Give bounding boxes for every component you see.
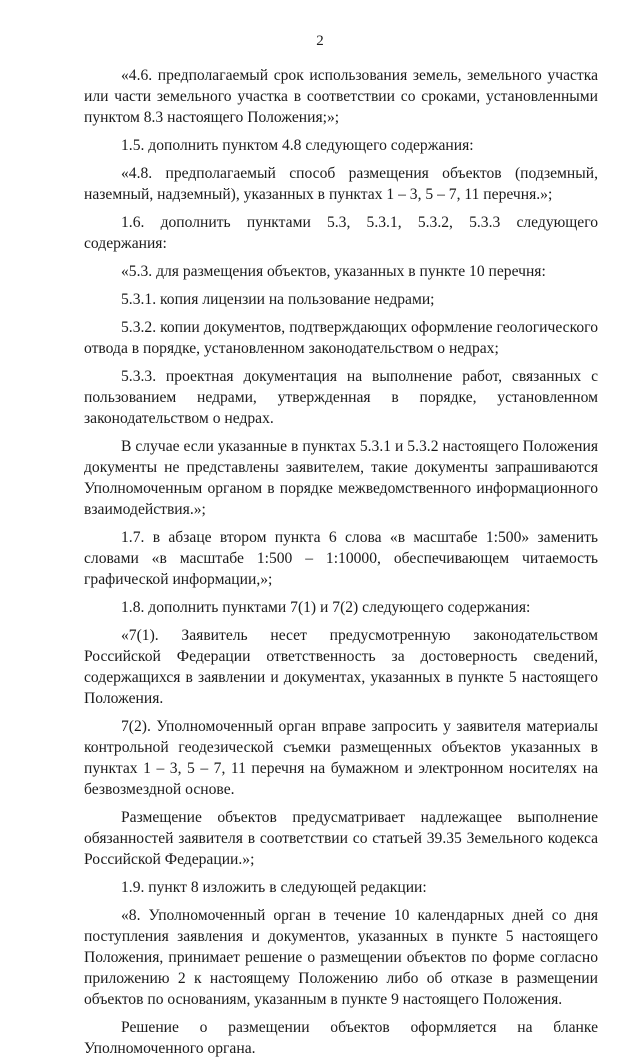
paragraph-4-8: «4.8. предполагаемый способ размещения объектов (подземный, наземный, надземный), указанных в пунктах 1 – 3, 5 – 7, 11 перечня.»; xyxy=(84,165,598,203)
paragraph-7-1: «7(1). Заявитель несет предусмотренную законодательством Российской Федерации ответственность за достоверность сведений, содержащихся в заявлении и документах, указанных в пункте 5 настоящего Положения. xyxy=(84,627,598,707)
paragraph-7-2: 7(2). Уполномоченный орган вправе запросить у заявителя материалы контрольной геодезической съемки размещенных объектов указанных в пунктах 1 – 3, 5 – 7, 11 перечня на бумажном и электронном носителях на безвозмездной основе. xyxy=(84,718,598,798)
paragraph-1-8: 1.8. дополнить пунктами 7(1) и 7(2) следующего содержания: xyxy=(121,599,531,616)
paragraph-5-3: «5.3. для размещения объектов, указанных в пункте 10 перечня: xyxy=(121,263,546,280)
page-number: 2 xyxy=(316,33,324,49)
paragraph-placement-duties: Размещение объектов предусматривает надлежащее выполнение обязанностей заявителя в соответствии со статьей 39.35 Земельного кодекса Российской Федерации.»; xyxy=(84,809,598,868)
paragraph-5-3-3: 5.3.3. проектная документация на выполнение работ, связанных с пользованием недрами, утвержденная в порядке, установленном законодательством о недрах. xyxy=(84,368,598,427)
paragraph-4-6: «4.6. предполагаемый срок использования земель, земельного участка или части земельного участка в соответствии со сроками, установленными пунктом 8.3 настоящего Положения;»; xyxy=(84,67,598,126)
paragraph-1-9: 1.9. пункт 8 изложить в следующей редакции: xyxy=(121,879,427,896)
paragraph-5-3-2: 5.3.2. копии документов, подтверждающих оформление геологического отвода в порядке, установленном законодательством о недрах; xyxy=(84,319,598,357)
paragraph-decision-form: Решение о размещении объектов оформляется на бланке Уполномоченного органа. xyxy=(84,1019,598,1057)
document-body xyxy=(84,65,598,1059)
paragraph-missing-docs: В случае если указанные в пунктах 5.3.1 и 5.3.2 настоящего Положения документы не представлены заявителем, такие документы запрашиваются Уполномоченным органом в порядке межведомственного информационного взаимодействия.»; xyxy=(84,438,598,518)
paragraph-1-7: 1.7. в абзаце втором пункта 6 слова «в масштабе 1:500» заменить словами «в масштабе 1:500 – 1:10000, обеспечивающем читаемость графической информации,»; xyxy=(84,529,598,588)
paragraph-1-5: 1.5. дополнить пунктом 4.8 следующего содержания: xyxy=(121,137,474,154)
paragraph-1-6: 1.6. дополнить пунктами 5.3, 5.3.1, 5.3.2, 5.3.3 следующего содержания: xyxy=(84,214,598,252)
paragraph-5-3-1: 5.3.1. копия лицензии на пользование недрами; xyxy=(121,291,435,308)
paragraph-8: «8. Уполномоченный орган в течение 10 календарных дней со дня поступления заявления и документов, указанных в пункте 5 настоящего Положения, принимает решение о размещении объектов по форме согласно приложению 2 к настоящему Положению либо об отказе в размещении объектов по основаниям, указанным в пункте 9 настоящего Положения. xyxy=(84,907,598,1008)
